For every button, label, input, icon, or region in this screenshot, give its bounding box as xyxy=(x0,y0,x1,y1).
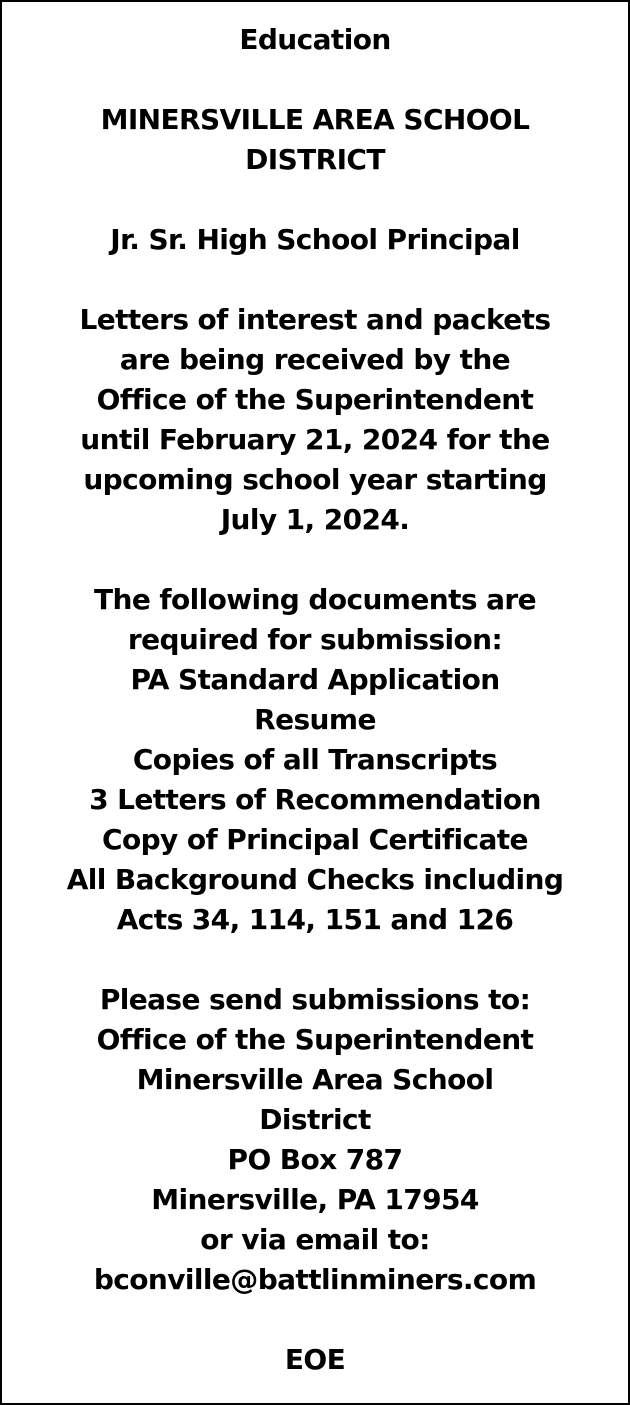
requirement-item: 3 Letters of Recommendation xyxy=(89,783,541,816)
email-address: bconville@battlinminers.com xyxy=(93,1263,537,1296)
requirement-item: All Background Checks including xyxy=(66,863,564,896)
position-title: Jr. Sr. High School Principal xyxy=(110,223,520,256)
email-label: or via email to: xyxy=(200,1223,430,1256)
requirement-item: Copy of Principal Certificate xyxy=(102,823,528,856)
eoe-footer: EOE xyxy=(284,1343,346,1376)
spacer xyxy=(2,940,628,980)
intro-line: Letters of interest and packets xyxy=(79,303,551,336)
intro-line: July 1, 2024. xyxy=(220,503,410,536)
address-line: District xyxy=(259,1103,371,1136)
spacer xyxy=(2,180,628,220)
spacer xyxy=(2,260,628,300)
submission-heading: Please send submissions to: xyxy=(99,983,531,1016)
requirements-section xyxy=(2,580,628,940)
requirement-item: Resume xyxy=(254,703,376,736)
ad-category: Education xyxy=(239,23,391,56)
address-line: Minersville, PA 17954 xyxy=(151,1183,479,1216)
spacer xyxy=(2,1300,628,1340)
intro-line: upcoming school year starting xyxy=(83,463,547,496)
submission-section xyxy=(2,980,628,1300)
requirements-heading: The following documents are xyxy=(93,583,536,616)
intro-line: are being received by the xyxy=(119,343,511,376)
organization-name-line-2: DISTRICT xyxy=(245,143,385,176)
requirement-item: Copies of all Transcripts xyxy=(132,743,498,776)
spacer xyxy=(2,540,628,580)
organization-name-line-1: MINERSVILLE AREA SCHOOL xyxy=(100,103,530,136)
address-line: PO Box 787 xyxy=(227,1143,403,1176)
requirements-heading: required for submission: xyxy=(127,623,503,656)
requirement-item: Acts 34, 114, 151 and 126 xyxy=(116,903,514,936)
intro-line: Office of the Superintendent xyxy=(96,383,534,416)
intro-paragraph xyxy=(2,300,628,540)
spacer xyxy=(2,60,628,100)
address-line: Minersville Area School xyxy=(136,1063,494,1096)
address-line: Office of the Superintendent xyxy=(96,1023,534,1056)
intro-line: until February 21, 2024 for the xyxy=(80,423,550,456)
requirement-item: PA Standard Application xyxy=(130,663,500,696)
